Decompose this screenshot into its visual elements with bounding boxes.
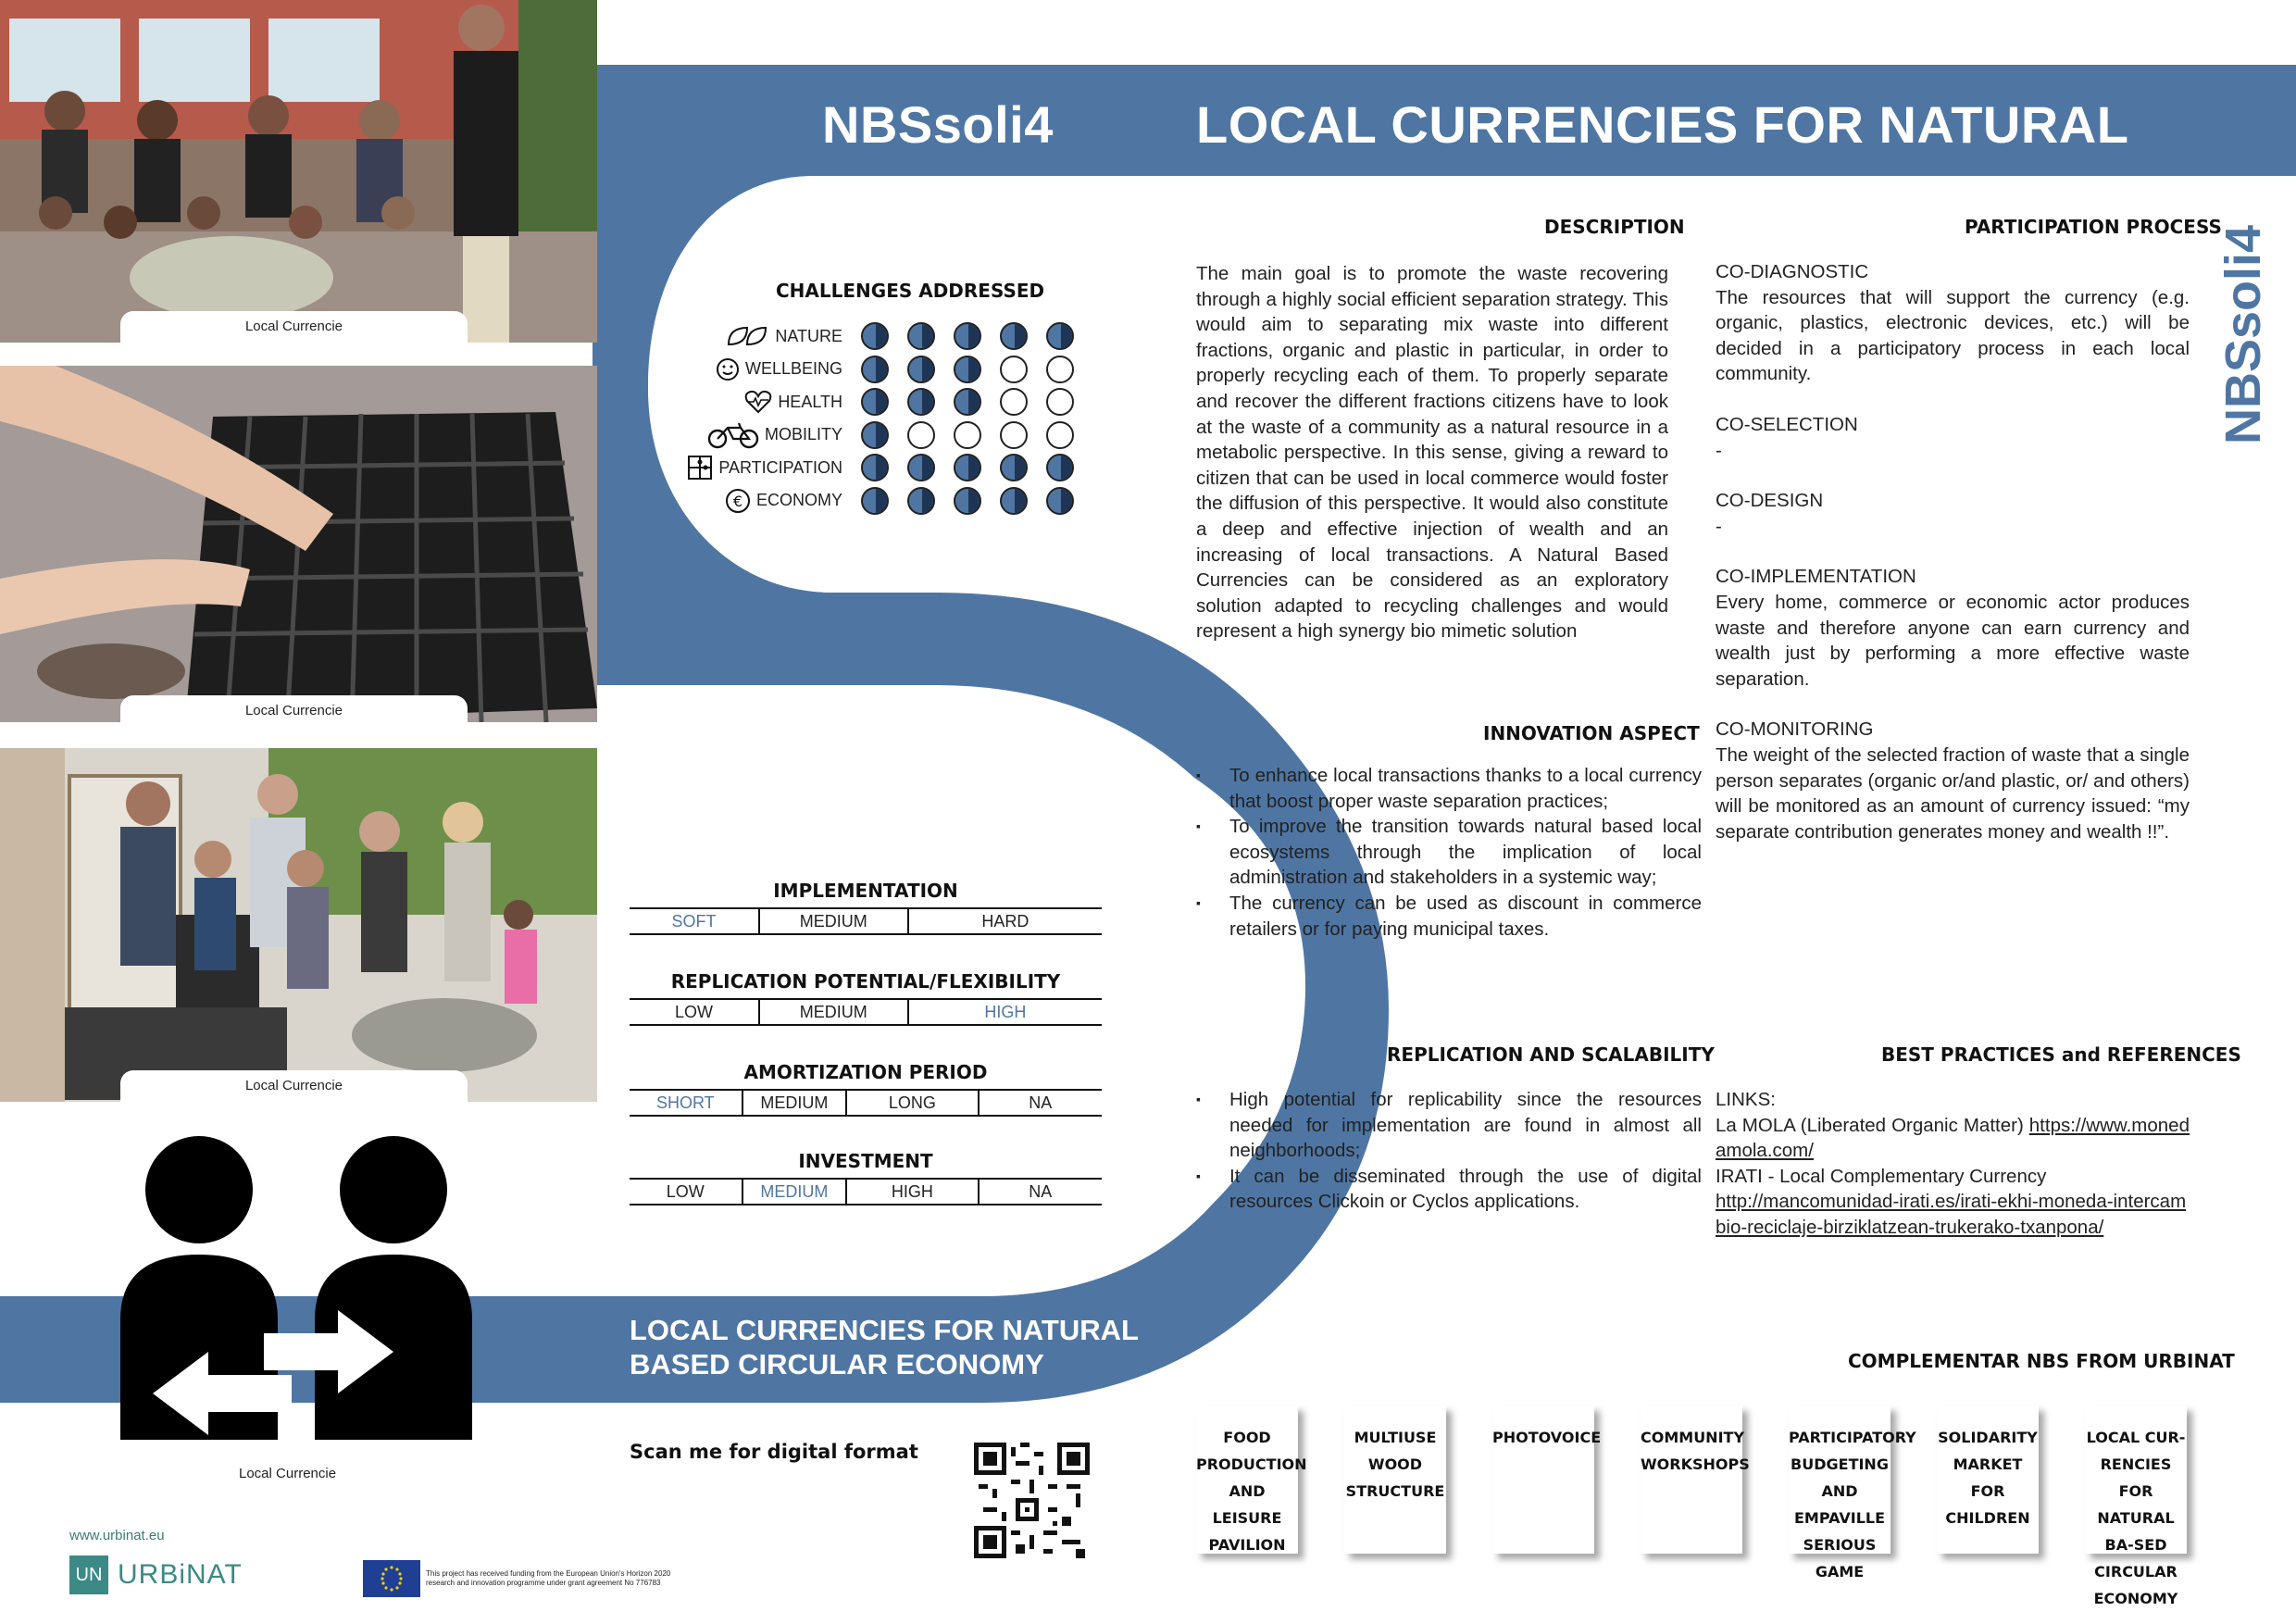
replication-item: ▪ It can be disseminated through the use of digital resources Clickoin or Cyclos applications. <box>1229 1164 1702 1215</box>
challenge-level-dot <box>907 487 935 515</box>
challenge-level-dot <box>1046 322 1074 350</box>
complementary-nbs-card[interactable]: PHOTOVOICE <box>1492 1405 1594 1554</box>
links-label: LINKS: <box>1716 1089 1776 1110</box>
challenge-row <box>685 487 1074 515</box>
leaf-icon <box>725 324 769 348</box>
challenge-level-dot <box>1000 454 1028 481</box>
logo-caption: Local Currencie <box>239 1466 337 1481</box>
smiley-icon <box>716 357 740 381</box>
photo-children-compost-bins <box>0 748 597 1102</box>
challenge-row <box>685 454 1074 481</box>
urbinat-logo-text: URBiNAT <box>118 1559 243 1590</box>
challenge-label <box>685 357 842 381</box>
implementation-option: SOFT <box>671 912 717 931</box>
challenge-label-text: HEALTH <box>778 392 842 411</box>
challenge-level-dot <box>954 487 981 515</box>
photo-caption: Local Currencie <box>120 1070 468 1102</box>
eu-flag-icon <box>363 1560 420 1597</box>
challenge-level-dot <box>861 454 889 481</box>
challenge-level-dot <box>1000 421 1028 449</box>
challenge-row <box>685 388 1074 416</box>
eu-funding-text-2: research and innovation programme under grant agreement No 776783 <box>426 1579 661 1587</box>
scan-text: Scan me for digital format <box>630 1441 918 1463</box>
reference-2-label: IRATI - Local Complementary Currency <box>1716 1165 2047 1187</box>
challenge-level-dot <box>1000 388 1028 416</box>
innovation-item: ▪ To improve the transition towards natural based local ecosystems through the implication of local administration and stakeholders in a systemic way; <box>1229 814 1702 891</box>
co-selection-heading: CO-SELECTION <box>1716 413 1858 435</box>
challenge-level-dot <box>1000 487 1028 515</box>
implementation-scale <box>630 907 1102 935</box>
challenge-label <box>685 390 842 414</box>
co-implementation-text: Every home, commerce or economic actor produces waste and therefore anyone can earn currency and wealth just by performing a more effective waste separation. <box>1716 591 2190 690</box>
complementary-nbs-card[interactable]: COMMUNITY WORKSHOPS <box>1641 1405 1742 1554</box>
implementation-option: HARD <box>907 909 1102 933</box>
challenge-level-dot <box>907 454 935 481</box>
implementation-title: IMPLEMENTATION <box>773 880 958 902</box>
challenge-label-text: WELLBEING <box>744 359 842 378</box>
euro-icon <box>725 488 751 514</box>
challenge-row <box>685 421 1074 449</box>
challenge-level-dot <box>907 421 935 449</box>
participation-title: PARTICIPATION PROCESS <box>1965 216 2222 238</box>
challenge-level-dot <box>954 454 981 481</box>
complementary-nbs-card[interactable]: FOOD PRODUCTION AND LEISURE PAVILION <box>1196 1405 1298 1554</box>
challenge-level-dot <box>861 356 889 383</box>
challenges-title: CHALLENGES ADDRESSED <box>776 280 1045 302</box>
amortization-title: AMORTIZATION PERIOD <box>743 1061 988 1083</box>
challenge-label-text: PARTICIPATION <box>718 457 842 477</box>
co-diagnostic-text: The resources that will support the currency (e.g. organic, plastics, electronic devices, etc.) will be decided in a participatory process in each local community. <box>1716 286 2190 385</box>
challenge-level-dot <box>954 356 981 383</box>
band-title <box>630 1313 1139 1381</box>
replication-option: HIGH <box>907 1000 1102 1024</box>
heart-pulse-icon <box>744 390 772 414</box>
challenge-level-dot <box>861 388 889 416</box>
challenge-label-text: NATURE <box>775 326 842 345</box>
reference-1-link[interactable]: https://www.monedamola.com/ <box>1716 1114 2190 1162</box>
best-practices-title: BEST PRACTICES and REFERENCES <box>1881 1043 2241 1066</box>
urbinat-logo-mark: UN <box>69 1555 108 1594</box>
innovation-item: ▪ The currency can be used as discount in commerce retailers or for paying municipal taxes. <box>1229 891 1702 942</box>
page-title: LOCAL CURRENCIES FOR NATURAL <box>1196 95 2129 154</box>
eu-funding-text-1: This project has received funding from the European Union's Horizon 2020 <box>426 1569 671 1578</box>
photo-caption: Local Currencie <box>120 695 468 722</box>
replication-scale <box>630 998 1102 1026</box>
challenge-row <box>685 322 1074 350</box>
challenge-level-dot <box>861 322 889 350</box>
amortization-option: LONG <box>845 1091 977 1115</box>
challenge-level-dot <box>954 322 981 350</box>
co-diagnostic-heading: CO-DIAGNOSTIC <box>1716 261 1869 282</box>
band-title-line2: BASED CIRCULAR ECONOMY <box>630 1348 1044 1380</box>
replication-title: REPLICATION AND SCALABILITY <box>1387 1043 1715 1066</box>
replication-option: MEDIUM <box>758 1000 907 1024</box>
challenge-level-dot <box>954 388 981 416</box>
complementary-nbs-card[interactable]: LOCAL CUR-RENCIES FOR NATURAL BA-SED CIRCULAR ECONOMY <box>2085 1405 2187 1554</box>
challenge-label-text: MOBILITY <box>764 425 842 443</box>
side-code: NBSsoli4 <box>2215 224 2271 444</box>
challenge-level-dot <box>1046 487 1074 515</box>
photo-caption: Local Currencie <box>120 311 468 343</box>
amortization-option: MEDIUM <box>742 1091 846 1115</box>
challenge-label <box>685 455 842 481</box>
nbs-code-title: NBSsoli4 <box>822 95 1054 154</box>
investment-option: HIGH <box>845 1180 977 1204</box>
challenge-level-dot <box>954 421 981 449</box>
investment-title: INVESTMENT <box>798 1150 933 1172</box>
challenge-level-dot <box>907 356 935 383</box>
svg-text:€: € <box>732 492 743 510</box>
replication-option: LOW <box>674 1003 713 1021</box>
co-selection-text: - <box>1716 439 1722 461</box>
co-monitoring-text: The weight of the selected fraction of waste that a single person separates (organic or/and plastic, or/ and others) will be monitored as an amount of currency issued: “my separate contribution generates money and wealth !!”. <box>1716 743 2190 843</box>
investment-scale <box>630 1178 1102 1206</box>
eu-funding <box>363 1560 670 1597</box>
challenge-level-dot <box>1046 421 1074 449</box>
replication-item: ▪ High potential for replicability since the resources needed for implementation are found in almost all neighborhoods; <box>1229 1087 1702 1164</box>
challenge-label <box>685 421 842 449</box>
investment-option: MEDIUM <box>742 1180 846 1204</box>
co-implementation-heading: CO-IMPLEMENTATION <box>1716 566 1916 588</box>
photo-hands-compost-tray <box>0 366 597 722</box>
challenge-level-dot <box>1046 388 1074 416</box>
band-title-line1: LOCAL CURRENCIES FOR NATURAL <box>630 1314 1139 1346</box>
challenge-label <box>685 488 842 514</box>
innovation-list <box>1196 763 1702 942</box>
challenge-row <box>685 356 1074 383</box>
complementary-nbs-card[interactable]: MULTIUSE WOOD STRUCTURE <box>1344 1405 1446 1554</box>
exchange-people-logo <box>116 1134 486 1458</box>
complementary-nbs-card[interactable]: SOLIDARITY MARKET FOR CHILDREN <box>1937 1405 2039 1554</box>
challenge-level-dot <box>1000 322 1028 350</box>
reference-2-link[interactable]: http://mancomunidad-irati.es/irati-ekhi-moneda-intercambio-reciclaje-birziklatzean-trukerako-txanpona/ <box>1716 1191 2187 1238</box>
investment-option: NA <box>978 1180 1102 1204</box>
co-monitoring-heading: CO-MONITORING <box>1716 718 1874 741</box>
challenge-level-dot <box>861 487 889 515</box>
investment-option: LOW <box>666 1182 705 1201</box>
challenge-level-dot <box>861 421 889 449</box>
implementation-option: MEDIUM <box>758 909 907 933</box>
urbinat-logo <box>69 1555 243 1594</box>
challenge-level-dot <box>907 322 935 350</box>
challenge-label-text: ECONOMY <box>755 491 842 509</box>
challenge-level-dot <box>1000 356 1028 383</box>
challenge-level-dot <box>1046 356 1074 383</box>
reference-1-label: La MOLA (Liberated Organic Matter) <box>1716 1114 2024 1136</box>
description-text: The main goal is to promote the waste recovering through a highly social efficient separation strategy. This would aim to separating mix waste into different fractions, organic and plastic in particular, in order to properly recycling each of them. To properly separate and recover the different fractions citizens have to look at the waste of a community as a natural resource in a metabolic perspective. In this sense, giving a reward to citizen that can be used in local commerce would foster the diffusion of this perspective. It would also constitute a deep and effective injection of wealth and an increasing of local transactions. A Natural Based Currencies can be considered as an exploratory solution adapted to recycling challenges and would represent a high synergy bio mimetic solution <box>1196 263 1668 643</box>
amortization-option: SHORT <box>655 1093 715 1112</box>
challenge-level-dot <box>907 388 935 416</box>
footer-url[interactable]: www.urbinat.eu <box>69 1528 165 1543</box>
complementary-nbs-card[interactable]: PARTICIPATORY BUDGETING AND EMPAVILLE SERIOUS GAME <box>1789 1405 1890 1554</box>
challenge-level-dot <box>1046 454 1074 481</box>
replication-list <box>1196 1087 1702 1215</box>
best-practices-body <box>1716 1087 2190 1241</box>
qr-code[interactable] <box>974 1443 1090 1558</box>
innovation-item: ▪ To enhance local transactions thanks to a local currency that boost proper waste separation practices; <box>1229 763 1702 814</box>
co-design-text: - <box>1716 515 1722 537</box>
replication-potential-title: REPLICATION POTENTIAL/FLEXIBILITY <box>670 970 1061 993</box>
challenge-label <box>685 324 842 348</box>
bicycle-icon <box>707 421 759 449</box>
description-title: DESCRIPTION <box>1544 216 1685 238</box>
amortization-option: NA <box>978 1091 1102 1115</box>
co-design-heading: CO-DESIGN <box>1716 490 1824 512</box>
complementary-title: COMPLEMENTAR NBS FROM URBINAT <box>1848 1350 2235 1372</box>
amortization-scale <box>630 1089 1102 1117</box>
participation-body <box>1716 259 2190 844</box>
puzzle-icon <box>687 455 713 481</box>
photo-children-wheelbarrow <box>0 0 597 343</box>
innovation-title: INNOVATION ASPECT <box>1483 722 1700 744</box>
